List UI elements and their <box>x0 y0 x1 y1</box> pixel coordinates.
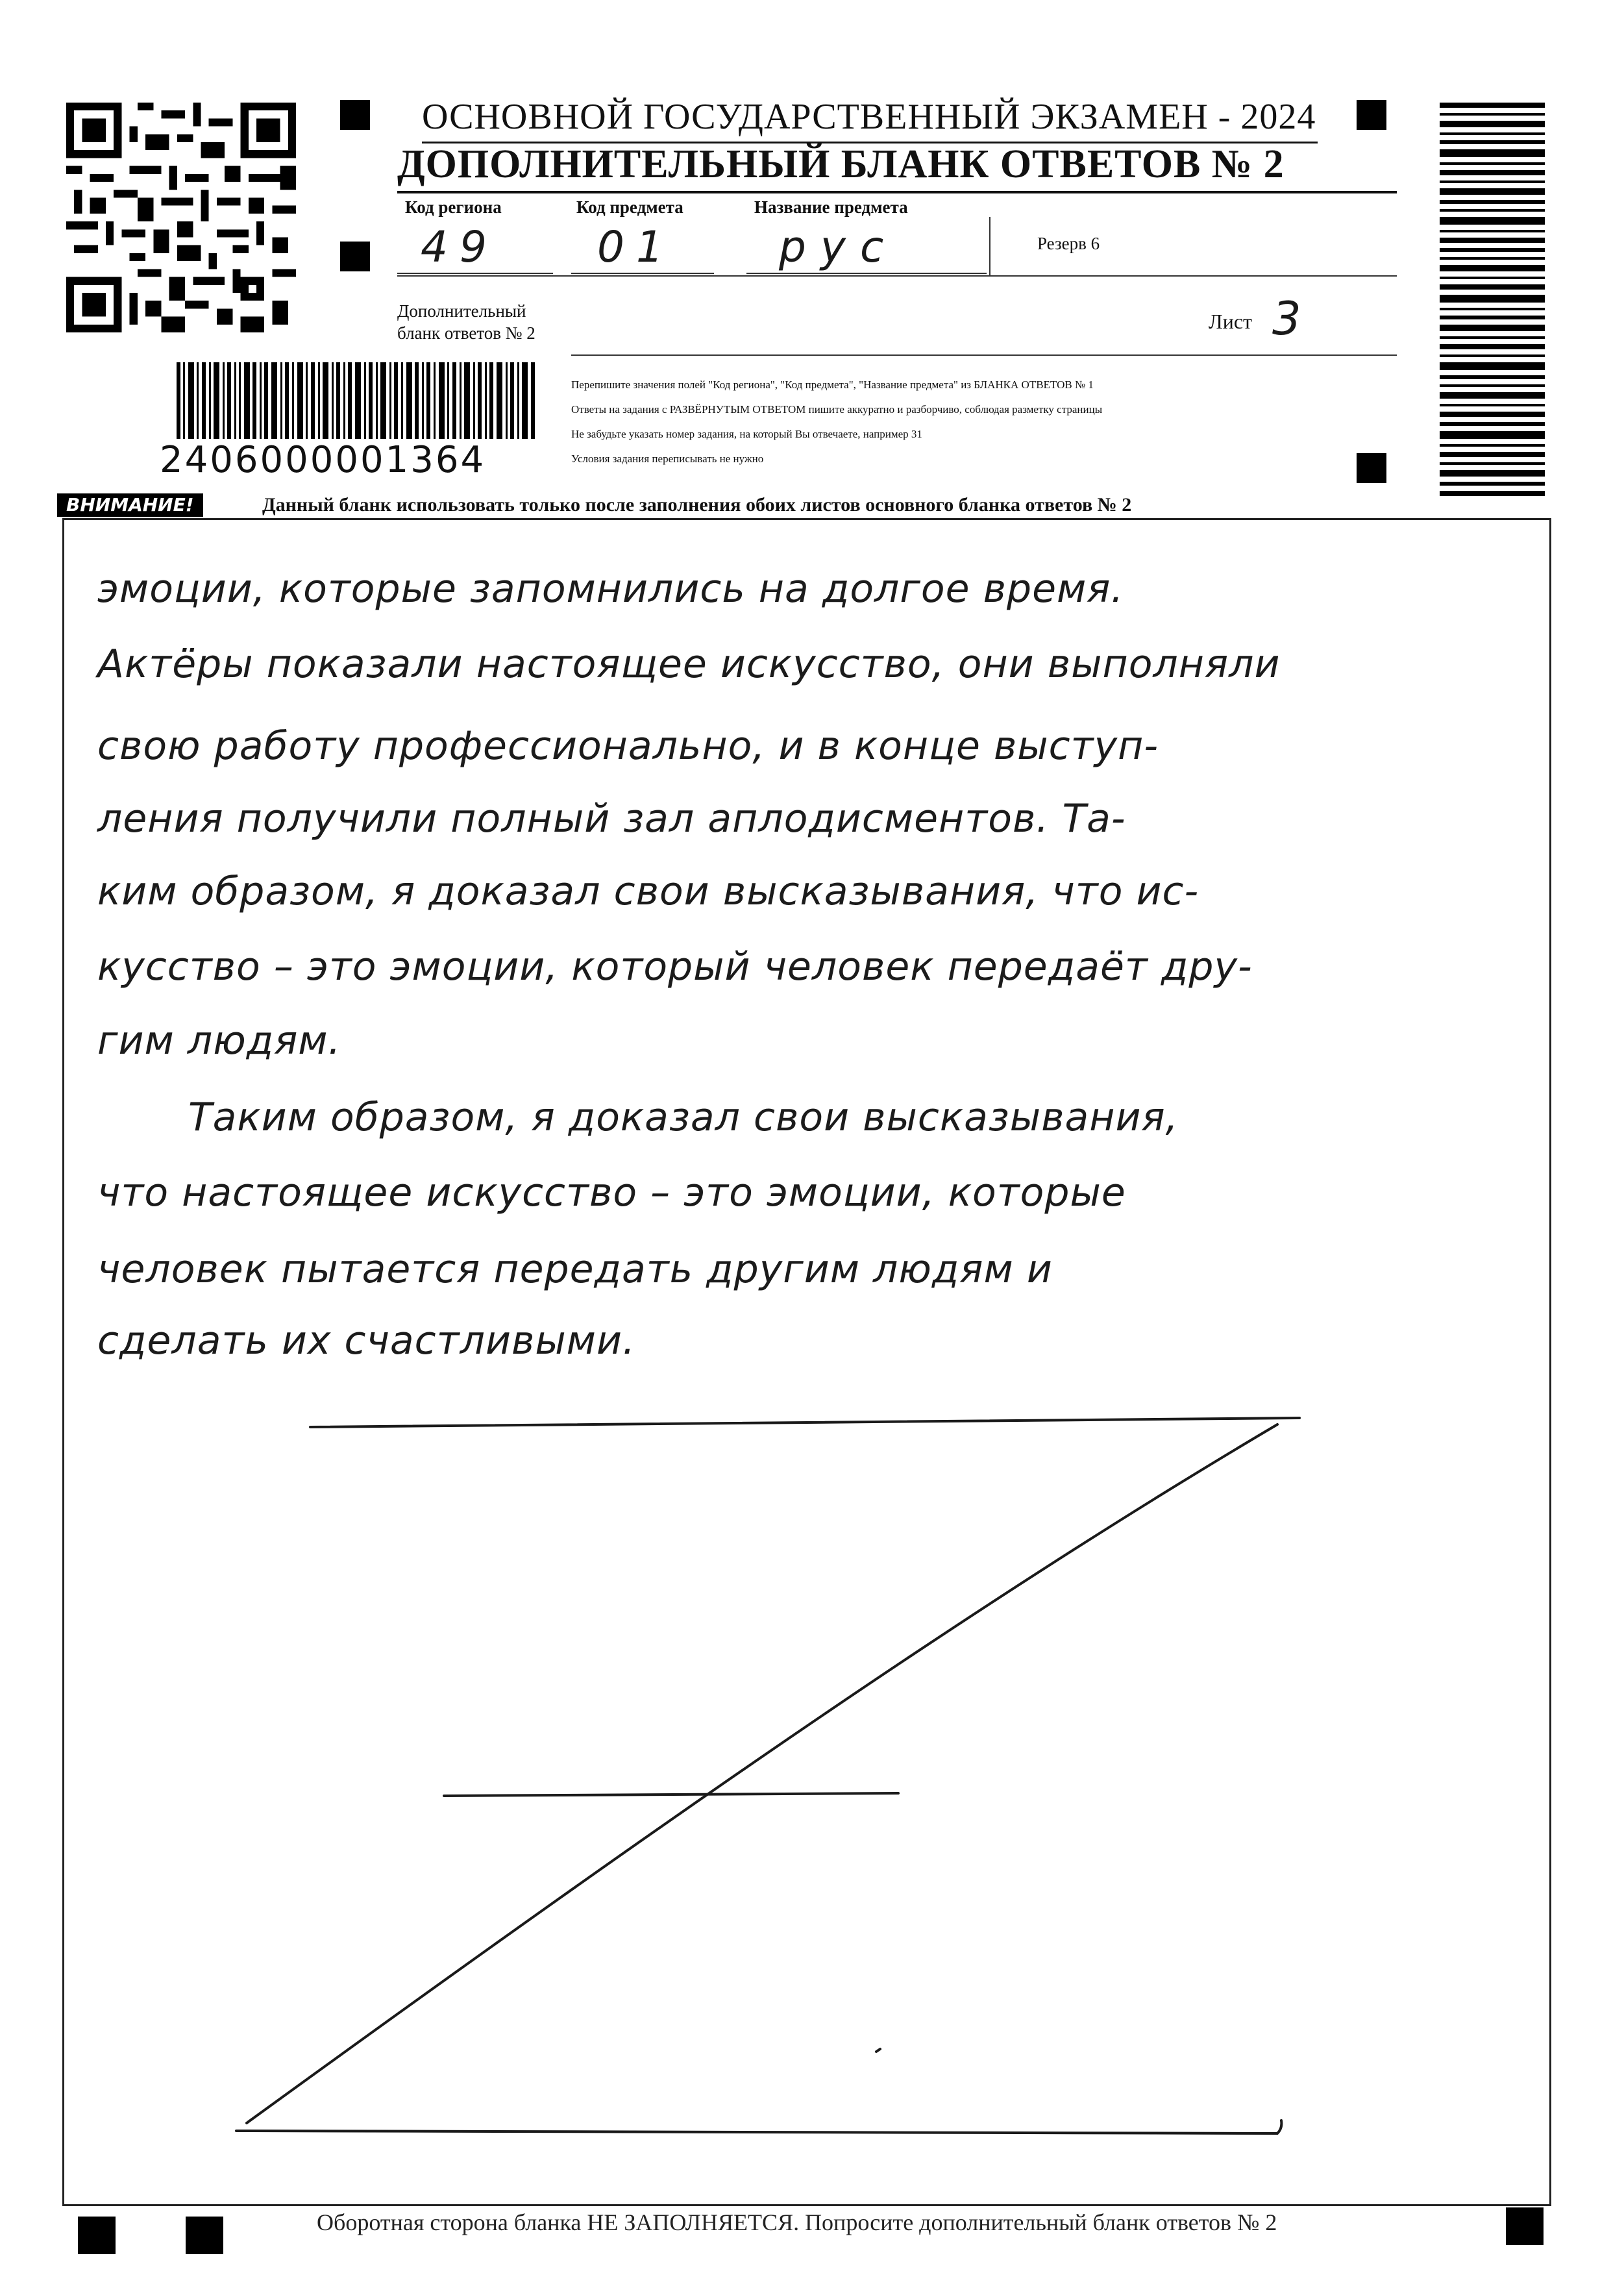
subject-name-label: Название предмета <box>754 197 908 217</box>
qr-code <box>66 103 296 332</box>
answer-line: что настоящее искусство – это эмоции, которые <box>97 1170 1126 1215</box>
warning-text: Данный бланк использовать только после заполнения обоих листов основного бланка ответов № 2 <box>262 494 1132 516</box>
extra-form-label: бланк ответов № 2 <box>397 323 535 343</box>
registration-marker <box>186 2217 223 2254</box>
subject-code-label: Код предмета <box>576 197 683 217</box>
answer-line: гим людям. <box>97 1018 341 1063</box>
footer-note: Оборотная сторона бланка НЕ ЗАПОЛНЯЕТСЯ. Попросите дополнительный бланк ответов № 2 <box>317 2209 1277 2235</box>
answer-line: человек пытается передать другим людям и <box>97 1247 1053 1292</box>
subject-code-value[interactable]: 01 <box>597 222 675 272</box>
answer-line: Актёры показали настоящее искусство, они выполняли <box>97 641 1281 687</box>
header-divider <box>397 275 1397 277</box>
registration-marker <box>340 100 370 130</box>
subject-name-value[interactable]: рус <box>779 222 898 272</box>
subject-code-field-underline <box>571 273 714 274</box>
answer-line: сделать их счастливыми. <box>97 1318 636 1363</box>
answer-line: кусство – это эмоции, который человек передаёт дру- <box>97 944 1253 989</box>
registration-marker <box>78 2217 116 2254</box>
sheet-divider <box>571 354 1397 356</box>
instruction-line: Не забудьте указать номер задания, на который Вы отвечаете, например 31 <box>571 428 922 440</box>
form-barcode <box>177 362 535 439</box>
subject-name-field-underline <box>746 273 987 274</box>
sheet-value[interactable]: 3 <box>1272 292 1301 345</box>
registration-marker <box>1357 100 1386 130</box>
field-divider <box>989 217 990 275</box>
reserve-label: Резерв 6 <box>1037 234 1100 253</box>
region-value[interactable]: 49 <box>421 222 498 272</box>
registration-marker <box>340 242 370 271</box>
instruction-line: Перепишите значения полей "Код региона", "Код предмета", "Название предмета" из БЛАНКА ОТВЕТОВ № 1 <box>571 379 1094 391</box>
instructions <box>571 373 1409 471</box>
region-field-underline <box>397 273 553 274</box>
answer-line: Таким образом, я доказал свои высказывания, <box>188 1095 1179 1140</box>
instruction-line: Условия задания переписывать не нужно <box>571 453 764 465</box>
answer-line: ким образом, я доказал свои высказывания, что ис- <box>97 869 1200 914</box>
warning-badge: ВНИМАНИЕ! <box>57 493 203 517</box>
answer-line: свою работу профессионально, и в конце выступ- <box>97 723 1159 769</box>
form-title: ДОПОЛНИТЕЛЬНЫЙ БЛАНК ОТВЕТОВ № 2 <box>397 142 1285 186</box>
side-barcode <box>1440 103 1545 500</box>
registration-marker <box>1506 2207 1544 2245</box>
exam-title: ОСНОВНОЙ ГОСУДАРСТВЕННЫЙ ЭКЗАМЕН - 2024 <box>422 97 1316 137</box>
sheet-label: Лист <box>1209 310 1253 333</box>
instruction-line: Ответы на задания с РАЗВЁРНУТЫМ ОТВЕТОМ пишите аккуратно и разборчиво, соблюдая разметку страницы <box>571 403 1103 416</box>
barcode-number: 2406000001364 <box>160 439 486 481</box>
title-underline <box>397 191 1397 193</box>
region-label: Код региона <box>405 197 502 217</box>
answer-line: ления получили полный зал аплодисментов. Та- <box>97 796 1126 841</box>
answer-line: эмоции, которые запомнились на долгое время. <box>97 566 1124 612</box>
extra-form-label: Дополнительный <box>397 301 526 321</box>
